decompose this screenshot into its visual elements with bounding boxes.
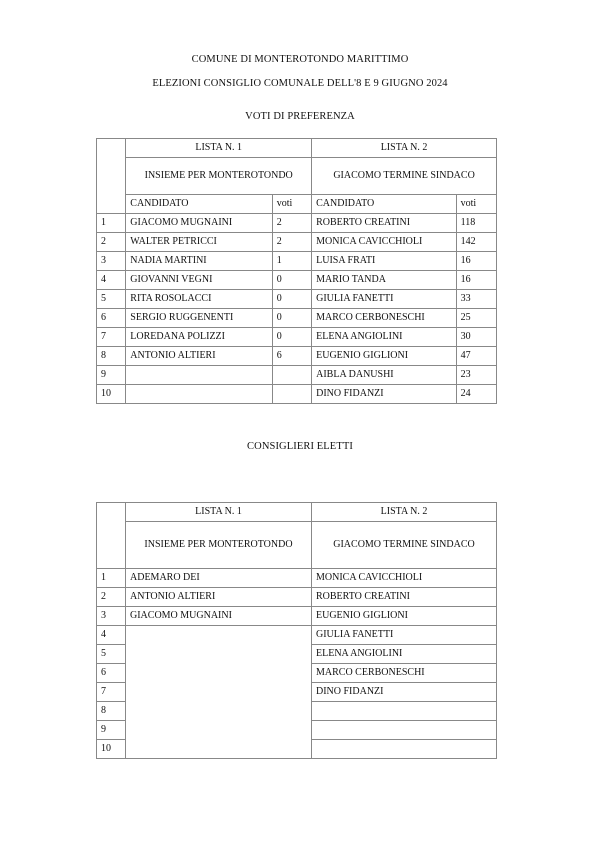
list1-candidate: RITA ROSOLACCI <box>126 290 272 309</box>
preferences-table <box>96 138 497 404</box>
list1-votes: 0 <box>272 309 311 328</box>
table-row <box>97 385 497 404</box>
list1-elected: ADEMARO DEI <box>126 569 312 588</box>
list1-votes: 0 <box>272 271 311 290</box>
list1-candidate: ANTONIO ALTIERI <box>126 347 272 366</box>
table-row <box>97 252 497 271</box>
row-number: 5 <box>97 645 126 664</box>
list1-votes-header: voti <box>272 195 311 214</box>
table-row <box>97 309 497 328</box>
row-number: 4 <box>97 271 126 290</box>
list1-votes: 0 <box>272 328 311 347</box>
list2-name: GIACOMO TERMINE SINDACO <box>312 522 497 569</box>
list1-candidate-header: CANDIDATO <box>126 195 272 214</box>
list1-votes: 2 <box>272 214 311 233</box>
list2-elected: MONICA CAVICCHIOLI <box>312 569 497 588</box>
list1-candidate: WALTER PETRICCI <box>126 233 272 252</box>
list1-name: INSIEME PER MONTEROTONDO <box>126 158 312 195</box>
list2-votes: 33 <box>456 290 496 309</box>
row-number: 2 <box>97 233 126 252</box>
list2-votes: 24 <box>456 385 496 404</box>
list2-votes: 25 <box>456 309 496 328</box>
list2-elected: MARCO CERBONESCHI <box>312 664 497 683</box>
list2-votes: 118 <box>456 214 496 233</box>
list2-elected <box>312 721 497 740</box>
table-row <box>97 233 497 252</box>
election-title: ELEZIONI CONSIGLIO COMUNALE DELL'8 E 9 GIUGNO 2024 <box>152 78 448 89</box>
row-number: 10 <box>97 385 126 404</box>
row-number: 8 <box>97 702 126 721</box>
list1-candidate: GIOVANNI VEGNI <box>126 271 272 290</box>
row-number: 10 <box>97 740 126 759</box>
table-row <box>97 569 497 588</box>
table-row <box>97 626 497 645</box>
list2-name: GIACOMO TERMINE SINDACO <box>312 158 497 195</box>
list2-elected <box>312 702 497 721</box>
list2-votes: 16 <box>456 252 496 271</box>
list2-votes: 30 <box>456 328 496 347</box>
municipality-title: COMUNE DI MONTEROTONDO MARITTIMO <box>191 54 409 65</box>
row-number: 7 <box>97 328 126 347</box>
list2-label: LISTA N. 2 <box>312 139 497 158</box>
list2-votes: 16 <box>456 271 496 290</box>
table-row <box>97 271 497 290</box>
list2-candidate: AIBLA DANUSHI <box>312 366 456 385</box>
list1-candidate: GIACOMO MUGNAINI <box>126 214 272 233</box>
table-row <box>97 366 497 385</box>
list2-elected: ROBERTO CREATINI <box>312 588 497 607</box>
row-number: 1 <box>97 214 126 233</box>
row-number: 9 <box>97 721 126 740</box>
list2-candidate-header: CANDIDATO <box>312 195 456 214</box>
list1-votes: 0 <box>272 290 311 309</box>
list2-candidate: ROBERTO CREATINI <box>312 214 456 233</box>
list2-candidate: LUISA FRATI <box>312 252 456 271</box>
list1-empty-block <box>126 626 312 759</box>
row-number: 5 <box>97 290 126 309</box>
table-row <box>97 607 497 626</box>
elected-title: CONSIGLIERI ELETTI <box>247 441 353 452</box>
row-number: 9 <box>97 366 126 385</box>
list2-candidate: MONICA CAVICCHIOLI <box>312 233 456 252</box>
table-row <box>97 214 497 233</box>
table-row <box>97 347 497 366</box>
row-number: 2 <box>97 588 126 607</box>
list2-label: LISTA N. 2 <box>312 503 497 522</box>
list1-label: LISTA N. 1 <box>126 503 312 522</box>
list2-elected: ELENA ANGIOLINI <box>312 645 497 664</box>
list1-votes: 1 <box>272 252 311 271</box>
row-number: 6 <box>97 664 126 683</box>
list2-candidate: MARCO CERBONESCHI <box>312 309 456 328</box>
row-number: 3 <box>97 252 126 271</box>
row-number: 7 <box>97 683 126 702</box>
table-row <box>97 290 497 309</box>
list2-votes: 142 <box>456 233 496 252</box>
elected-table <box>96 502 497 759</box>
list1-votes <box>272 385 311 404</box>
corner-cell <box>97 503 126 569</box>
list2-candidate: EUGENIO GIGLIONI <box>312 347 456 366</box>
list2-votes: 47 <box>456 347 496 366</box>
list2-elected <box>312 740 497 759</box>
list1-label: LISTA N. 1 <box>126 139 312 158</box>
row-number: 1 <box>97 569 126 588</box>
list2-candidate: ELENA ANGIOLINI <box>312 328 456 347</box>
list1-votes <box>272 366 311 385</box>
list1-elected: ANTONIO ALTIERI <box>126 588 312 607</box>
list2-votes: 23 <box>456 366 496 385</box>
row-number: 8 <box>97 347 126 366</box>
corner-cell <box>97 139 126 214</box>
list2-candidate: MARIO TANDA <box>312 271 456 290</box>
list1-votes: 2 <box>272 233 311 252</box>
table-row <box>97 588 497 607</box>
list2-elected: GIULIA FANETTI <box>312 626 497 645</box>
row-number: 6 <box>97 309 126 328</box>
list1-candidate: NADIA MARTINI <box>126 252 272 271</box>
list2-elected: DINO FIDANZI <box>312 683 497 702</box>
list1-candidate: LOREDANA POLIZZI <box>126 328 272 347</box>
list2-elected: EUGENIO GIGLIONI <box>312 607 497 626</box>
list1-elected: GIACOMO MUGNAINI <box>126 607 312 626</box>
list1-name: INSIEME PER MONTEROTONDO <box>126 522 312 569</box>
row-number: 4 <box>97 626 126 645</box>
list1-votes: 6 <box>272 347 311 366</box>
list2-candidate: GIULIA FANETTI <box>312 290 456 309</box>
table-row <box>97 328 497 347</box>
list1-candidate: SERGIO RUGGENENTI <box>126 309 272 328</box>
list2-candidate: DINO FIDANZI <box>312 385 456 404</box>
list1-candidate <box>126 385 272 404</box>
row-number: 3 <box>97 607 126 626</box>
list2-votes-header: voti <box>456 195 496 214</box>
preferences-title: VOTI DI PREFERENZA <box>245 111 355 122</box>
list1-candidate <box>126 366 272 385</box>
